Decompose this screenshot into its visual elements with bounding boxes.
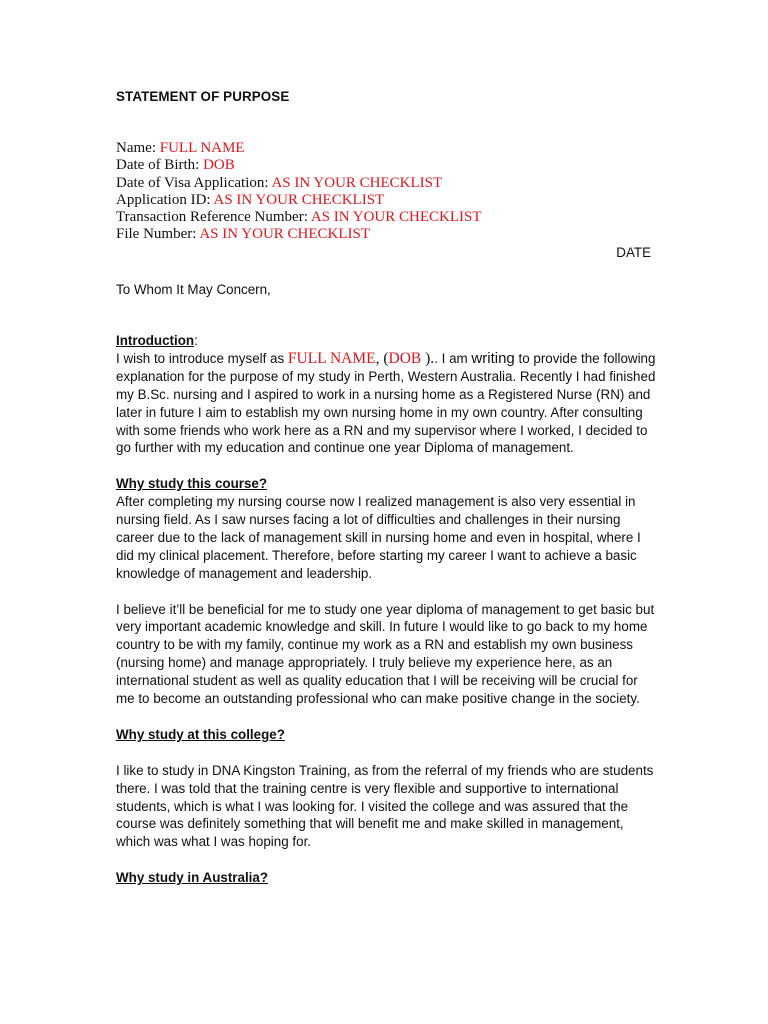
section-heading-australia: Why study in Australia?: [116, 870, 269, 886]
detail-row-dob: [116, 157, 676, 174]
course-paragraph-2: I believe it’ll be beneficial for me to study one year diploma of management to get basic but very important academic knowledge and skill. In future I would like to go back to my home country to be with my family, continue my work as a RN and establish my own business (nursing home) and manage appropriately. I truly believe my experience here, as an international student as well as quality education that I will be receiving will be crucial for me to become an outstanding professional who can make positive change in the society.: [116, 601, 655, 707]
detail-label: File Number:: [116, 226, 200, 243]
intro-text: writing: [471, 349, 515, 367]
detail-value: AS IN YOUR CHECKLIST: [310, 209, 482, 226]
heading-suffix: :: [194, 333, 198, 348]
salutation: To Whom It May Concern,: [116, 282, 271, 297]
section-heading: Introduction: [116, 333, 195, 348]
detail-row-name: [116, 140, 676, 157]
intro-paragraph: [116, 350, 656, 457]
detail-label: Application ID:: [116, 191, 214, 208]
applicant-details: [116, 140, 676, 244]
detail-label: Transaction Reference Number:: [116, 209, 311, 226]
spacer: [116, 708, 656, 726]
document-title: STATEMENT OF PURPOSE: [116, 89, 290, 104]
section-introduction: [116, 332, 656, 350]
intro-text: to provide the following explanation for the purpose of my study in Perth, Western Australia. Recently I had finished my B.Sc. nursing and I aspired to work in a nursing home as a Registered Nurse (RN) and later in future I aim to establish my own nursing home in my own country. After consulting with some friends who work here as a RN and my supervisor where I worked, I decided to go further with my education and continue one year Diploma of management.: [116, 350, 656, 456]
detail-row-visa-date: [116, 175, 676, 192]
date-label: DATE: [616, 245, 651, 260]
course-paragraph-1: After completing my nursing course now I realized management is also very essential in nursing field. As I saw nurses facing a lot of difficulties and challenges in their nursing career due to the lack of management skill in nursing home and even in hospital, where I did my clinical placement. Therefore, before starting my career I want to achieve a basic knowledge of management and leadership.: [116, 494, 641, 581]
intro-text: . I am: [434, 350, 472, 366]
spacer: [116, 744, 656, 762]
spacer: [116, 851, 656, 869]
detail-value: DOB: [203, 157, 235, 174]
detail-value: FULL NAME: [159, 140, 245, 156]
name-placeholder: FULL NAME: [287, 349, 376, 367]
section-heading-course: Why study this course?: [116, 476, 268, 492]
spacer: [116, 457, 656, 475]
detail-label: Date of Visa Application:: [116, 174, 272, 191]
intro-text: I wish to introduce myself as: [116, 350, 288, 366]
spacer: [116, 583, 656, 601]
dob-placeholder: DOB: [388, 349, 422, 367]
detail-row-application-id: [116, 192, 676, 209]
detail-label: Name:: [116, 140, 160, 156]
letter-body: [116, 332, 656, 887]
detail-row-transaction-ref: [116, 209, 676, 226]
intro-punct: , (: [375, 349, 389, 367]
detail-row-file-number: [116, 226, 676, 243]
intro-punct: ).: [421, 349, 435, 367]
detail-value: AS IN YOUR CHECKLIST: [213, 191, 385, 208]
detail-label: Date of Birth:: [116, 157, 204, 174]
detail-value: AS IN YOUR CHECKLIST: [199, 226, 371, 243]
detail-value: AS IN YOUR CHECKLIST: [271, 174, 443, 191]
college-paragraph-1: I like to study in DNA Kingston Training, as from the referral of my friends who are students there. I was told that the training centre is very flexible and supportive to international students, which is what I was looking for. I visited the college and was assured that the course was definitely something that will benefit me and make skilled in management, which was what I was hoping for.: [116, 762, 654, 850]
section-heading-college: Why study at this college?: [116, 726, 285, 742]
